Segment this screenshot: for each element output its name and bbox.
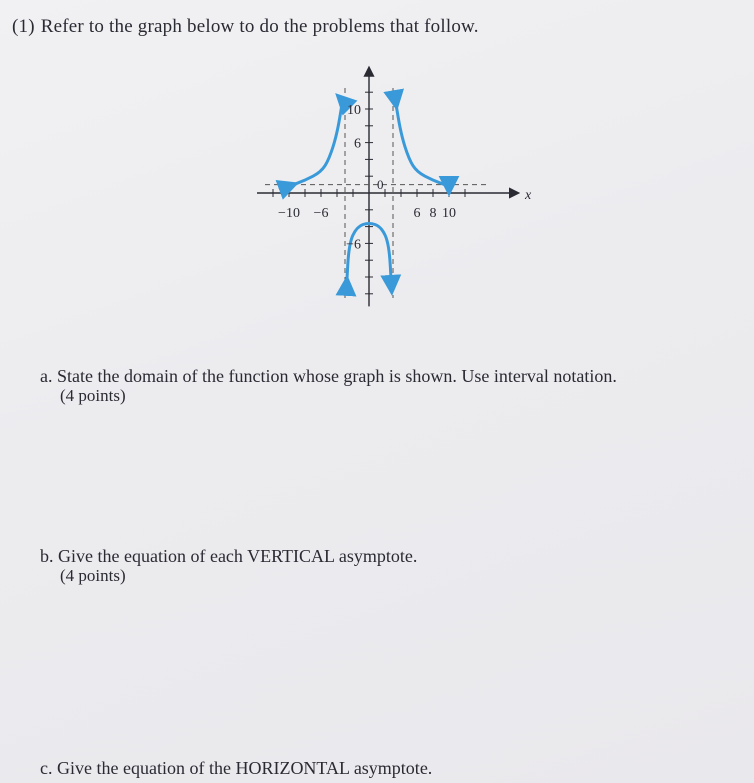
part-b-label: b.: [40, 546, 54, 566]
question-header: [12, 16, 479, 38]
question-part-c: [40, 758, 432, 778]
axes: [257, 71, 515, 306]
part-a-text: State the domain of the function whose graph is shown. Use interval notation.: [57, 366, 617, 386]
tick-labels: [278, 103, 532, 252]
origin-label: 0: [377, 177, 384, 192]
rational-function-graph: [244, 60, 534, 320]
x-axis-label: x: [525, 188, 532, 203]
x-tick-label: 6: [413, 206, 421, 221]
part-c-label: c.: [40, 758, 53, 778]
x-tick-label: −10: [278, 206, 300, 221]
question-part-b: [40, 546, 417, 586]
part-a-points: (4 points): [60, 386, 126, 405]
y-tick-label: 10: [347, 103, 361, 118]
x-tick-label: −6: [313, 206, 329, 221]
question-instruction: Refer to the graph below to do the problems that follow.: [40, 16, 479, 37]
question-number: (1): [12, 16, 35, 37]
part-b-text: Give the equation of each VERTICAL asymptote.: [58, 546, 418, 566]
question-part-a: [40, 366, 617, 406]
part-c-text: Give the equation of the HORIZONTAL asymptote.: [57, 758, 433, 778]
x-tick-label: 8: [429, 206, 437, 221]
y-tick-label: 6: [354, 136, 361, 152]
left-branch-curve: [289, 101, 343, 187]
right-branch-curve: [395, 101, 449, 187]
y-tick-label: −6: [346, 237, 361, 253]
part-b-points: (4 points): [60, 566, 126, 585]
part-a-label: a.: [40, 366, 53, 386]
x-tick-label: 10: [442, 206, 456, 221]
